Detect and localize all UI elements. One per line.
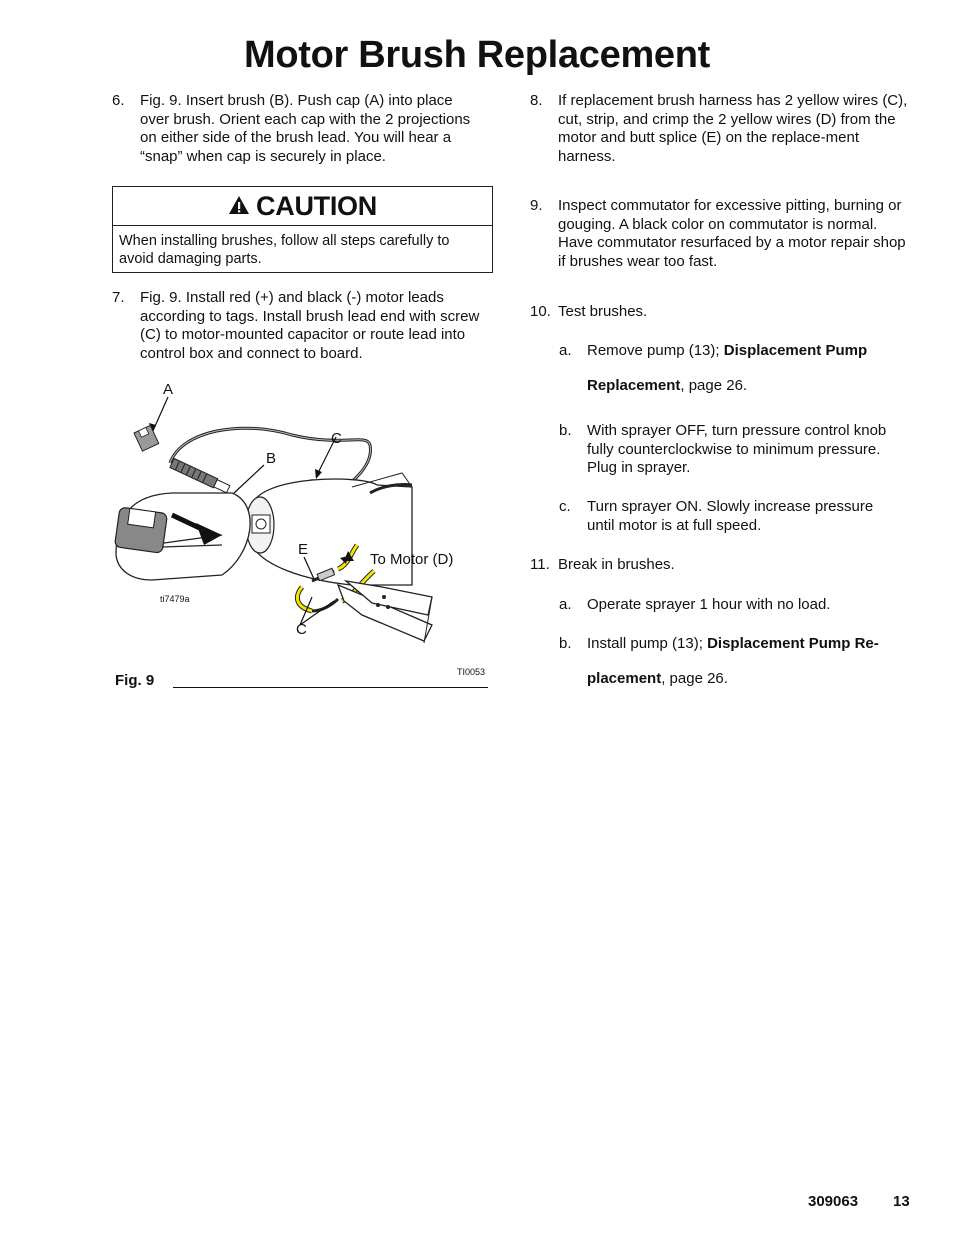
step-text: Fig. 9. Install red (+) and black (-) motor leads according to tags. Install brush lead end with screw (C) to motor-mounted capacitor or route lead into control box and connect to board.: [140, 289, 480, 362]
step-text-line1: Remove pump (13); Displacement Pump: [587, 342, 868, 359]
warning-icon: [228, 187, 250, 225]
step-10a: [559, 342, 915, 398]
step-11a: [559, 596, 915, 616]
caution-box: [112, 186, 493, 273]
step-letter: b.: [559, 635, 572, 652]
step-10c: [559, 498, 915, 536]
step-number: 10.: [530, 303, 551, 320]
caution-heading-row: [113, 187, 492, 226]
step-number: 7.: [112, 289, 125, 306]
step-text-line2: Replacement, page 26.: [587, 377, 748, 394]
step-letter: c.: [559, 498, 571, 515]
caution-body: When installing brushes, follow all steps carefully to avoid damaging parts.: [119, 233, 450, 267]
step-text: With sprayer OFF, turn pressure control knob fully counterclockwise to minimum pressure. Plug in sprayer.: [587, 422, 887, 476]
step-text-line2: placement, page 26.: [587, 670, 728, 687]
section-reference: placement: [587, 670, 662, 687]
step-text: Break in brushes.: [558, 556, 675, 573]
step-letter: a.: [559, 596, 572, 613]
label-to-motor: To Motor (D): [370, 551, 454, 568]
step-number: 8.: [530, 92, 543, 109]
step-8: [530, 92, 915, 168]
step-text-line1: Install pump (13); Displacement Pump Re-: [587, 635, 879, 652]
figure-code: TI0053: [457, 667, 486, 677]
step-10b: [559, 422, 915, 478]
step-text: Operate sprayer 1 hour with no load.: [587, 596, 831, 613]
caution-heading: CAUTION: [256, 191, 377, 221]
section-reference: Replacement: [587, 377, 681, 394]
label-a: A: [163, 381, 174, 398]
step-number: 9.: [530, 197, 543, 214]
step-letter: a.: [559, 342, 572, 359]
page-title: Motor Brush Replacement: [243, 34, 711, 76]
inset-code: ti7479a: [160, 594, 190, 604]
step-text: Test brushes.: [558, 303, 648, 320]
section-reference: Displacement Pump Re-: [707, 635, 879, 652]
section-reference: Displacement Pump: [723, 342, 868, 359]
page-number: 13: [893, 1193, 910, 1210]
figure-caption: Fig. 9: [115, 672, 155, 689]
step-text: Fig. 9. Insert brush (B). Push cap (A) into place over brush. Orient each cap with the 2 projections on either side of the brush lead. You will hear a “snap” when cap is securely in place.: [140, 92, 471, 165]
figure-9: [112, 375, 492, 690]
step-number: 11.: [530, 556, 550, 573]
label-c-top: C: [331, 430, 342, 447]
step-11: [530, 556, 915, 576]
step-6: [112, 92, 492, 168]
figure-rule: [173, 687, 488, 688]
step-11b: [559, 635, 915, 691]
label-e: E: [298, 541, 309, 558]
step-10: [530, 303, 915, 323]
document-number: 309063: [808, 1193, 859, 1210]
step-letter: b.: [559, 422, 572, 439]
label-b: B: [266, 450, 277, 467]
label-c-bottom: C: [296, 621, 307, 638]
step-7: [112, 289, 492, 365]
step-text: Turn sprayer ON. Slowly increase pressure until motor is at full speed.: [587, 498, 874, 534]
step-number: 6.: [112, 92, 125, 109]
step-text: Inspect commutator for excessive pitting, burning or gouging. A black color on commutator is normal. Have commutator resurfaced by a motor repair shop if brushes wear too fast.: [558, 197, 906, 270]
step-9: [530, 197, 915, 273]
step-text: If replacement brush harness has 2 yellow wires (C), cut, strip, and crimp the 2 yellow wires (D) from the motor and butt splice (E) on the replace-ment harness.: [558, 92, 908, 165]
